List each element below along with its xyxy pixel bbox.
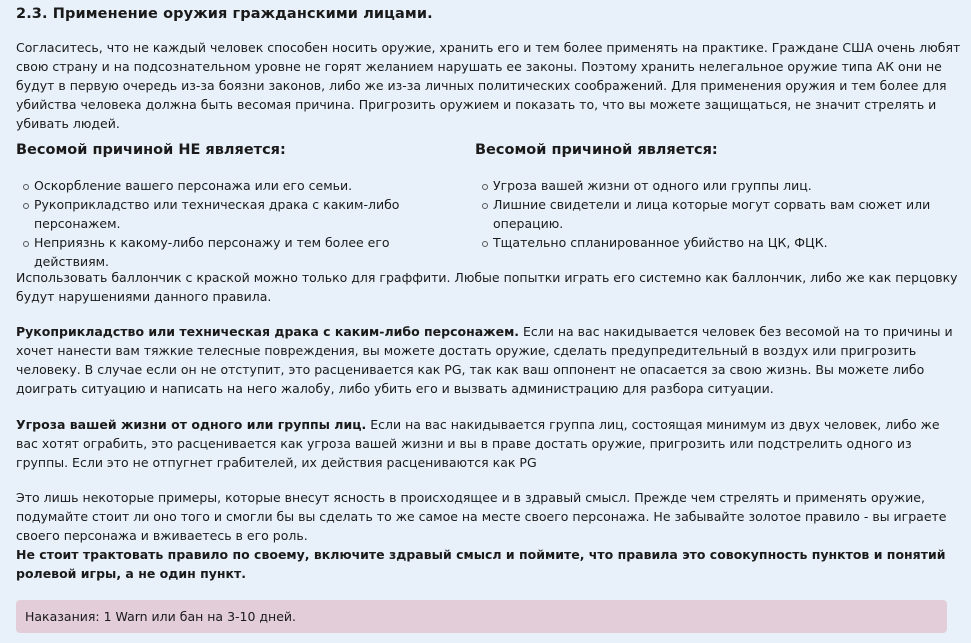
valid-list (475, 176, 945, 252)
intro-paragraph: Согласитесь, что не каждый человек способен носить оружие, хранить его и тем более применять на практике. Граждане США очень любят свою страну и на подсознательном уровне не горят желанием нарушать ее законы. Поэтому хранить нелегальное оружие типа АК они не будут в первую очередь из-за боязни законов, либо же из-за личных политических соображений. Для применения оружия и тем более для убийства человека должна быть весомая причина. Пригрозить оружием и показать то, что вы можете защищаться, не значит стрелять и убивать людей. (16, 40, 961, 131)
spray-paragraph: Использовать баллончик с краской можно только для граффити. Любые попытки играть его системно как баллончик, либо же как перцовку будут нарушениями данного правила. (16, 270, 958, 304)
section-title: 2.3. Применение оружия гражданскими лицами. (16, 6, 433, 22)
example-1-title: Рукоприкладство или техническая драка с каким-либо персонажем. (16, 324, 520, 339)
list-item: Неприязнь к какому-либо персонажу и тем более его действиям. (23, 233, 466, 271)
conclusion-bold: Не стоит трактовать правило по своему, включите здравый смысл и поймите, что правила это совокупность пунктов и понятий ролевой игры, а не один пункт. (16, 547, 946, 581)
list-item: Лишние свидетели и лица которые могут сорвать вам сюжет или операцию. (482, 195, 945, 233)
not-valid-list (16, 176, 466, 271)
list-item: Тщательно спланированное убийство на ЦК, ФЦК. (482, 233, 945, 252)
example-paragraph-2 (16, 415, 961, 472)
not-valid-heading: Весомой причиной НЕ является: (16, 142, 286, 158)
list-item: Угроза вашей жизни от одного или группы лиц. (482, 176, 945, 195)
example-2-title: Угроза вашей жизни от одного или группы лиц. (16, 417, 367, 432)
example-paragraph-1 (16, 322, 961, 398)
example-1-text: Если на вас накидывается человек без весомой на то причины и хочет нанести вам тяжкие телесные повреждения, вы можете достать оружие, сделать предупредительный в воздух или пригрозить человеку. В случае если он не отступит, это расценивается как PG, так как ваш оппонент не опасается за свою жизнь. Вы можете либо доиграть ситуацию и написать на него жалобу, либо убить его и вызвать администрацию для разбора ситуации. (16, 324, 953, 396)
example-2-text: Если на вас накидывается группа лиц, состоящая минимум из двух человек, либо же вас хотят ограбить, это расценивается как угроза вашей жизни и вы в праве достать оружие, пригрозить или подстрелить одного из группы. Если это не отпугнет грабителей, их действия расцениваются как PG (16, 417, 940, 470)
valid-heading: Весомой причиной является: (475, 142, 718, 158)
valid-column (475, 139, 945, 252)
conclusion-paragraph: Это лишь некоторые примеры, которые внесут ясность в происходящее и в здравый смысл. Прежде чем стрелять и применять оружие, подумайте стоит ли оно того и смогли бы вы сделать то же самое на месте своего персонажа. Не забывайте золотое правило - вы играете своего персонажа и вживаетесь в его роль. (16, 490, 947, 543)
not-valid-column (16, 139, 466, 271)
list-item: Рукоприкладство или техническая драка с каким-либо персонажем. (23, 195, 466, 233)
list-item: Оскорбление вашего персонажа или его семьи. (23, 176, 466, 195)
penalty-box: Наказания: 1 Warn или бан на 3-10 дней. (16, 600, 947, 633)
